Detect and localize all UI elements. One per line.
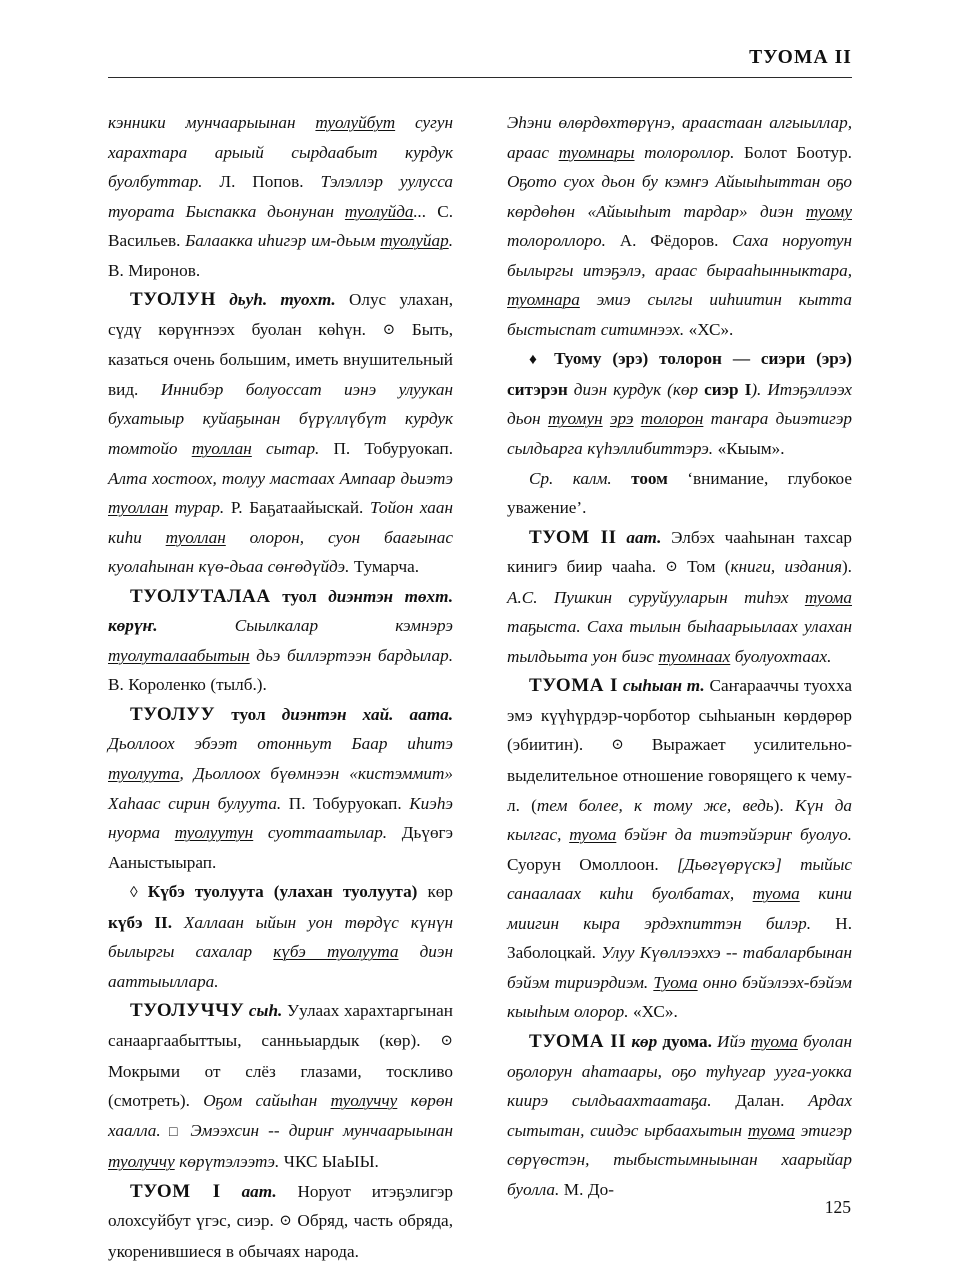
catchword: туомнары [558, 142, 635, 162]
catchword: эрэ [609, 409, 634, 429]
dictionary-entry-tuoma-2 [507, 1027, 852, 1204]
gloss-qualifier: тем более, к тому же, ведь [536, 795, 774, 815]
grammar-label: аат. [626, 527, 662, 547]
catchword: туолуутун [174, 823, 254, 843]
source-attribution: Л. Попов. [202, 172, 321, 192]
catchword: туоллан [191, 439, 252, 459]
seg-text: [Дьөгүөрүскэ] тыйыс санаалаах киһи буолбатах, [507, 854, 852, 904]
page-number: 125 [824, 1197, 851, 1217]
seg-text: Сыылкалар кэмнэрэ [157, 616, 453, 636]
catchword: туома [752, 884, 800, 904]
grammar-label: сыһ. [248, 1001, 283, 1021]
seg-text: ). [773, 795, 795, 815]
seg-text: Күн да кылгас, [507, 795, 852, 845]
seg-text: турар. [168, 498, 225, 518]
seg-text: буолан оҕолорун аһатаары, оҕо туһугар ууга-уокка киирэ сылдьаахтаатаҕа. [507, 1031, 852, 1111]
catchword: туолуччу [330, 1091, 398, 1111]
source-attribution: Суорун Омоллоон. [507, 854, 677, 874]
seg-text: Дьоллоох эбээт отонньут Баар иһитэ [108, 734, 453, 754]
gloss-qualifier: книги, издания [730, 557, 842, 577]
entry-continued-tuom-1 [507, 108, 852, 344]
source-attribution: М. До- [559, 1179, 614, 1199]
cross-reference-target: дуома. [662, 1031, 712, 1051]
seg-text: сытар. [251, 439, 320, 459]
source-attribution: Далан. [711, 1091, 809, 1111]
seg-text: Оҕото суох дьон бу кэмҥэ Айыыһыттан оҕо көрдөһөн «Айыыһыт тардар» диэн [507, 172, 852, 221]
grammar-label: диэнтэн төхт. көрүҥ. [108, 586, 454, 636]
cross-reference-label: көр [417, 882, 453, 902]
russian-gloss: Обряд, часть обряда, укоренившиеся в обычаях народа. [108, 1211, 453, 1261]
source-attribution: Дьүөгэ Ааныстыырап. [108, 823, 453, 872]
seg-text: диэн курдук (көр [567, 379, 705, 399]
seg-text: кэнники мунчаарыынан [108, 113, 316, 132]
lozenge-open-icon: ◊ [130, 884, 138, 902]
seg-text [603, 409, 610, 428]
seg-text: ). [751, 379, 762, 399]
dictionary-entry-tuolun [108, 285, 453, 581]
seg-text: Олус улахан, сүдү көрүҥнээх буолан көһүн. [108, 290, 453, 339]
catchword: толорон [640, 409, 704, 429]
grammar-label: дьуһ. туохт. [229, 290, 336, 310]
seg-text: А.С. Пушкин суруйууларын тиһэх [507, 587, 805, 607]
source-attribution: Болот Боотур. [734, 142, 852, 162]
catchword: туолуталаабытын [108, 645, 250, 665]
headword: ТУОМА I [529, 675, 618, 697]
seg-text: диэн ааттыыллара. [108, 942, 453, 991]
square-marker-icon: □ [160, 1124, 191, 1140]
seg-text: Саҥарааччы туохха эмэ күүһүрдэр-чорботор сыһыанын көрдөрөр (эбиитин). [507, 676, 852, 755]
seg-text: эмиэ сылгы ииһиитин кытта быстыспат ситимнээх. [507, 290, 852, 339]
phrase-entry-kube-tuoluuta [108, 877, 453, 996]
seg-text: ... [413, 201, 427, 221]
cross-reference-target: күбэ II. [108, 912, 173, 932]
cross-reference-label: көр [631, 1031, 658, 1051]
sense-marker-icon: ⊙ [440, 1032, 453, 1049]
seg-text: суоттаатылар. [253, 823, 388, 843]
seg-text: Халлаан ыйын уон төрдүс күнүн былыргы сахалар [108, 912, 453, 962]
seg-text: олорон, суон баағынас куолаһынан күө-дьаа сөҥөдүйдэ. [108, 527, 453, 577]
source-attribution: Н. Заболоцкай. [507, 913, 852, 963]
source-attribution: Р. Баҕатаайыскай. [224, 498, 370, 518]
seg-text: Элбэх чааһынан тахсар кинигэ биир чааһа. [507, 527, 852, 577]
russian-gloss: Том ( [677, 557, 731, 577]
seg-text: кини миигин кыра эрдэхпиттэн билэр. [507, 884, 852, 933]
cognate-gloss: ‘внимание, глубокое уважение’. [507, 468, 852, 518]
catchword: туома [747, 1120, 795, 1140]
catchword: Туома [653, 972, 698, 992]
running-head-title: ТУОМА II [749, 47, 852, 68]
source-attribution: П. Тобуруокап. [319, 439, 453, 459]
source-attribution: С. Васильев. [108, 201, 453, 251]
source-attribution: «ХС». [628, 1002, 678, 1022]
seg-text: Тойон хаан киһи [108, 498, 453, 547]
phrase-headword: Күбэ туолуута (улахан туолуута) [147, 882, 418, 902]
dictionary-entry-tuoluchchu [108, 996, 453, 1176]
source-attribution: Тумарча. [349, 557, 420, 577]
catchword: туому [805, 201, 852, 221]
source-attribution: «ХС». [684, 319, 734, 339]
entry-continued-tuolui [108, 108, 453, 285]
headword: ТУОМА II [529, 1030, 627, 1052]
cognate-word: тоом [631, 468, 668, 488]
seg-text: Балаакка иһигэр им-дьым [185, 231, 381, 251]
source-attribution: А. Фёдоров. [605, 231, 733, 251]
seg-text: этигэр сөрүөстэн, тыбыстымныынан хаарыйар буолла. [507, 1120, 853, 1199]
source-attribution: В. Короленко (тылб.). [108, 675, 267, 695]
seg-text: көрөн хаалла. [108, 1091, 453, 1140]
seg-text: Эмээхсин -- дириҥ мунчаарыынан [190, 1120, 453, 1140]
seg-text: таҕыста. Саха тылын быһаарыылаах улахан тылдьыта уон биэс [507, 617, 852, 666]
seg-text: . [448, 231, 453, 251]
catchword: туолуйар [380, 231, 449, 251]
dictionary-entry-tuoma-1 [507, 671, 852, 1027]
catchword: туомнара [507, 290, 580, 310]
source-attribution: «Кыым». [713, 439, 785, 459]
source-attribution: В. Миронов. [108, 260, 201, 280]
seg-text: Ийэ [711, 1031, 751, 1051]
comparison-label: Ср. калм. [529, 468, 632, 488]
seg-text: онно бэйэлээх-бэйэм кыыһым олорор. [507, 972, 852, 1022]
cross-reference-target: сиэр I [704, 379, 752, 399]
grammar-label: сыһыан т. [622, 676, 705, 696]
seg-text: Итэҕэллээх дьон [507, 379, 852, 429]
seg-text: Оҕом сайыһан [203, 1091, 331, 1111]
catchword: туома [750, 1031, 798, 1051]
seg-text: Алта хостоох, толуу мастаах Ампаар дьиэтэ [108, 468, 453, 488]
headword: ТУОЛУН [130, 289, 216, 311]
seg-text: бэйэҥ да тиэтэйэриҥ буолуо. [616, 825, 852, 845]
seg-text: сугун харахтара арыый сырдаабыт курдук буолбуттар. [108, 113, 453, 192]
catchword: туолуута [108, 764, 180, 784]
phrase-headword: Туому (эрэ) толорон — сиэри (эрэ) ситэрэн [507, 349, 853, 399]
seg-text: Иннибэр болуоссат иэнэ улуукан бухатыыр куйаҕынан бүрүллүбүт курдук томтойо [108, 379, 454, 459]
seg-text: Уулаах харахтаргынан санааргаабыттыы, санньыардык (көр). [108, 1001, 453, 1050]
seg-text: Киэһэ нуорма [108, 793, 454, 843]
catchword: туома [569, 825, 617, 845]
catchword: туолуйда [344, 201, 414, 221]
sense-marker-icon: ⊙ [665, 559, 678, 576]
left-column [108, 108, 454, 1261]
headword: ТУОЛУЧЧУ [130, 1000, 245, 1022]
lozenge-filled-icon: ♦ [529, 351, 544, 369]
seg-text: таҥара дьиэтигэр сылдьарга күһэллибиттэрэ. [507, 409, 853, 459]
russian-gloss: Выражает усилительно-выделительное отношение говорящего к чему-л. ( [507, 735, 852, 815]
sense-marker-icon: ⊙ [382, 321, 396, 338]
seg-text: Эһэни өлөрдөхтөрүнэ, араастаан алгыыллар, араас [507, 113, 852, 162]
headword: ТУОЛУУ [130, 703, 216, 725]
catchword: туома [804, 587, 852, 607]
headword: ТУОЛУТАЛАА [130, 585, 271, 607]
seg-text: көрүтэлээтэ. [174, 1152, 280, 1172]
headword: ТУОМ II [529, 526, 617, 548]
catchword: туомнаах [658, 646, 731, 666]
dictionary-entry-tuom-2 [507, 523, 852, 672]
seg-text: Ардах сытытан, сиидэс ырбаахытын [507, 1091, 852, 1140]
etymology-note-kalmyk [507, 464, 852, 523]
grammar-base-word: туол [282, 586, 317, 606]
catchword: күбэ туолуута [273, 942, 399, 962]
catchword: туоллан [165, 527, 226, 547]
catchword: туолуччу [108, 1152, 175, 1172]
seg-text [633, 409, 640, 428]
seg-text: дьэ биллэртээн бардылар. [249, 645, 453, 665]
seg-text: буолуохтаах. [730, 646, 832, 666]
running-head [108, 46, 852, 80]
grammar-base-word: туол [231, 704, 266, 724]
seg-text: , Дьоллоох бүөмнээн «кистэммит» Хаһаас сирин булуута. [108, 764, 453, 813]
running-head-rule [108, 77, 852, 78]
seg-text: Тэлэллэр уулусса туората Быспакка дьонунан [108, 172, 453, 221]
dictionary-entry-tuoluu [108, 700, 453, 877]
russian-gloss: Мокрыми от слёз глазами, тоскливо (смотреть). [108, 1061, 453, 1111]
right-column [507, 108, 853, 1199]
seg-text: Улуу Күөллээххэ -- табаларбынан бэйэм тириэрдиэм. [507, 943, 852, 992]
seg-text: Саха норуотун былыргы итэҕэлэ, араас бырааһынныктара, [507, 231, 852, 280]
russian-gloss: Быть, казаться очень большим, иметь внушительный вид. [108, 319, 453, 399]
dictionary-entry-tuom-1 [108, 1177, 453, 1267]
catchword: туомун [547, 409, 603, 429]
phrase-entry-tuomu-toloron [507, 344, 852, 463]
grammar-label: диэнтэн хай. аата. [265, 704, 453, 724]
source-attribution: ЧКС ЫаЫЫ. [279, 1152, 379, 1172]
seg-text: толороллоро. [507, 231, 606, 251]
seg-text: ). [841, 557, 852, 577]
headword: ТУОМ I [130, 1180, 221, 1202]
seg-text: толороллор. [634, 142, 735, 162]
catchword: туолуйбут [315, 113, 396, 132]
dictionary-entry-tuolutalaa [108, 582, 453, 700]
sense-marker-icon: ⊙ [611, 737, 624, 754]
seg-text: Норуот итэҕэлигэр олохсуйбут үгэс, сиэр. [108, 1181, 454, 1231]
sense-marker-icon: ⊙ [279, 1213, 292, 1230]
source-attribution: П. Тобуруокап. [281, 793, 410, 813]
catchword: туоллан [108, 498, 169, 518]
grammar-label: аат. [241, 1181, 277, 1201]
